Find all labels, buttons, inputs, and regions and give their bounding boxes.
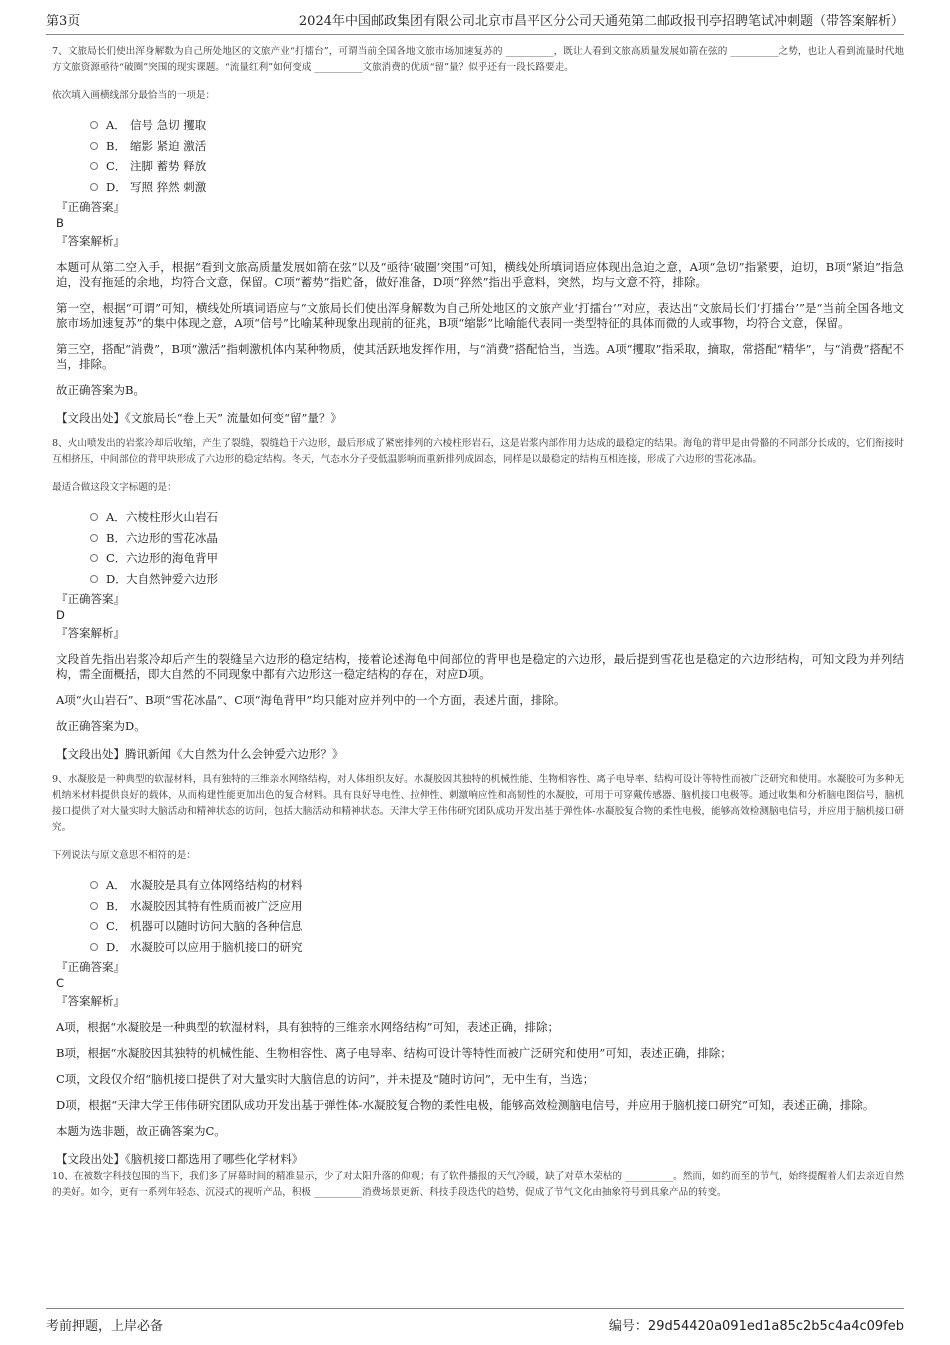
option-list	[90, 875, 904, 957]
radio-icon[interactable]	[90, 554, 98, 562]
radio-icon[interactable]	[90, 142, 98, 150]
radio-icon[interactable]	[90, 902, 98, 910]
radio-icon[interactable]	[90, 121, 98, 129]
document-code-label: 编号：	[608, 1319, 648, 1334]
radio-icon[interactable]	[90, 183, 98, 191]
analysis-paragraph: A项“火山岩石”、B项“雪花冰晶”、C项“海龟背甲”均只能对应并列中的一个方面，表述片面，排除。	[56, 693, 566, 707]
radio-icon[interactable]	[90, 881, 98, 889]
document-body	[52, 44, 904, 1201]
correct-answer-value: C	[56, 976, 65, 990]
footer-slogan: 考前押题，上岸必备	[46, 1319, 164, 1334]
question-8	[52, 436, 904, 762]
analysis-paragraph: B项，根据“水凝胶因其独特的机械性能、生物相容性、离子电导率、结构可设计等特性而被广泛研究和使用”可知，表述正确，排除；	[56, 1046, 732, 1060]
analysis-paragraph: D项，根据“天津大学王伟伟研究团队成功开发出基于弹性体-水凝胶复合物的柔性电极，能够高效检测脑电信号，并应用于脑机接口研究”可知，表述正确，排除。	[56, 1098, 875, 1112]
option-c[interactable]: C． 六边形的海龟背甲	[90, 548, 904, 569]
source-citation: 【文段出处】《文旅局长“卷上天” 流量如何变“留”量？》	[56, 411, 342, 425]
question-9	[52, 772, 904, 1167]
source-citation: 【文段出处】《脑机接口都选用了哪些化学材料》	[56, 1152, 304, 1166]
radio-icon[interactable]	[90, 513, 98, 521]
analysis-paragraph: 本题可从第二空入手，根据“看到文旅高质量发展如箭在弦”以及“亟待‘破圈’突围”可知，横线处所填词语应体现出急迫之意，A项“急切”指紧要，迫切，B项“紧迫”指急迫，没有拖延的余地，均符合文意，保留。C项“蓄势”指贮备，做好准备，D项“猝然”指出乎意料，突然，均与文意不符，排除。	[56, 260, 904, 289]
header-title: 2024年中国邮政集团有限公司北京市昌平区分公司天通苑第二邮政报刊亭招聘笔试冲刺题（带答案解析）	[298, 14, 904, 29]
option-c[interactable]: C． 注脚 蓄势 释放	[90, 156, 904, 177]
question-stem: 8、火山喷发出的岩浆冷却后收缩，产生了裂缝，裂缝趋于六边形，最后形成了紧密排列的六棱柱形岩石，这是岩浆内部作用力达成的最稳定的结果。海龟的背甲是由骨骼的不同部分长成的，它们衔接时互相挤压，中间部位的背甲块形成了六边形的稳定结构。冬天，气态水分子受低温影响而重新排列成固态，同样是以最稳定的结构互相连接，形成了六边形的雪花冰晶。	[52, 438, 904, 465]
option-b[interactable]: B． 水凝胶因其特有性质而被广泛应用	[90, 896, 904, 917]
correct-answer-label: 『正确答案』	[56, 960, 125, 974]
analysis-paragraph: A项，根据“水凝胶是一种典型的软湿材料，具有独特的三维亲水网络结构”可知，表述正确，排除；	[56, 1020, 560, 1034]
analysis-paragraph: C项，文段仅介绍“脑机接口提供了对大量实时大脑信息的访问”，并未提及“随时访问”，无中生有，当选；	[56, 1072, 595, 1086]
radio-icon[interactable]	[90, 922, 98, 930]
option-list	[90, 507, 904, 589]
question-prompt: 最适合做这段文字标题的是：	[52, 482, 177, 493]
question-stem: 9、水凝胶是一种典型的软湿材料，具有独特的三维亲水网络结构，对人体组织友好。水凝胶因其独特的机械性能、生物相容性、离子电导率、结构可设计等特性而被广泛研究和使用。水凝胶可为多种无机纳米材料提供良好的载体，从而构建性能更加出色的复合材料。具有良好导电性、拉伸性、刺激响应性和高韧性的水凝胶，可用于可穿戴传感器、脑机接口电极等。通过收集和分析脑电图信号，脑机接口提供了对大量实时大脑活动和精神状态的访问，包括大脑活动和精神状态。天津大学王伟伟研究团队成功开发出基于弹性体-水凝胶复合物的柔性电极，能够高效检测脑电信号，并应用于脑机接口研究。	[52, 774, 904, 833]
analysis-label: 『答案解析』	[56, 626, 125, 640]
option-a[interactable]: A． 信号 急切 攫取	[90, 115, 904, 136]
radio-icon[interactable]	[90, 534, 98, 542]
question-7	[52, 44, 904, 426]
source-citation: 【文段出处】腾讯新闻《大自然为什么会钟爱六边形？》	[56, 747, 344, 761]
analysis-paragraph: 本题为选非题，故正确答案为C。	[56, 1124, 226, 1138]
analysis-paragraph: 第一空，根据“可谓”可知，横线处所填词语应与“文旅局长们使出浑身解数为自己所处地区的文旅产业‘打擂台’”对应，表达出“文旅局长们‘打擂台’”是“当前全国各地文旅市场加速复苏”的集中体现之意，A项“信号”比喻某种现象出现前的征兆，B项“缩影”比喻能代表同一类型特征的具体而微的人或事物，均符合文意，保留。	[56, 301, 904, 330]
option-d[interactable]: D． 大自然钟爱六边形	[90, 569, 904, 590]
correct-answer-label: 『正确答案』	[56, 200, 125, 214]
question-prompt: 依次填入画横线部分最恰当的一项是：	[52, 90, 216, 101]
radio-icon[interactable]	[90, 943, 98, 951]
option-d[interactable]: D． 水凝胶可以应用于脑机接口的研究	[90, 937, 904, 958]
analysis-label: 『答案解析』	[56, 234, 125, 248]
document-code-value: 29d54420a091ed1a85c2b5c4a4c09feb	[647, 1319, 904, 1334]
option-list	[90, 115, 904, 197]
option-c[interactable]: C． 机器可以随时访问大脑的各种信息	[90, 916, 904, 937]
option-b[interactable]: B． 缩影 紧迫 激活	[90, 136, 904, 157]
question-prompt: 下列说法与原文意思不相符的是：	[52, 850, 196, 861]
analysis-label: 『答案解析』	[56, 994, 125, 1008]
radio-icon[interactable]	[90, 162, 98, 170]
analysis-paragraph: 文段首先指出岩浆冷却后产生的裂缝呈六边形的稳定结构，接着论述海龟中间部位的背甲也是稳定的六边形，最后提到雪花也是稳定的六边形结构，可知文段为并列结构，需全面概括，即大自然的不同现象中都有六边形这一稳定结构的存在，对应D项。	[56, 652, 904, 681]
correct-answer-label: 『正确答案』	[56, 592, 125, 606]
option-a[interactable]: A． 六棱柱形火山岩石	[90, 507, 904, 528]
analysis-paragraph: 故正确答案为D。	[56, 719, 146, 733]
page-number: 第3页	[46, 14, 81, 29]
page-footer	[46, 1308, 904, 1339]
question-10	[52, 1169, 904, 1201]
question-stem: 10、在被数字科技包围的当下，我们多了屏幕时间的精准显示，少了对太阳升落的仰观；有了软件播报的天气冷暖，缺了对草木荣枯的 __________。然而，如约而至的节气，始终提醒着人们去亲近自然的美好。如今，更有一系列年轻态、沉浸式的视听产品，积极 __________消费场景更新、科技手段迭代的趋势，促成了节气文化由抽象符号到具象产品的转变。	[52, 1171, 904, 1198]
correct-answer-value: D	[56, 608, 65, 622]
option-d[interactable]: D． 写照 猝然 刺激	[90, 177, 904, 198]
radio-icon[interactable]	[90, 575, 98, 583]
option-b[interactable]: B． 六边形的雪花冰晶	[90, 528, 904, 549]
option-a[interactable]: A． 水凝胶是具有立体网络结构的材料	[90, 875, 904, 896]
correct-answer-value: B	[56, 216, 64, 230]
question-stem: 7、文旅局长们使出浑身解数为自己所处地区的文旅产业“打擂台”，可谓当前全国各地文旅市场加速复苏的 __________，既让人看到文旅高质量发展如箭在弦的 __________之势，也让人看到流量时代地方文旅资源亟待“破圈”突围的现实课题。“流量红利”如何变成 __________文旅消费的优质“留”量？似乎还有一段长路要走。	[52, 46, 904, 73]
page-header	[46, 12, 904, 35]
analysis-paragraph: 故正确答案为B。	[56, 383, 145, 397]
document-code	[609, 1315, 904, 1334]
analysis-paragraph: 第三空，搭配“消费”，B项“激活”指刺激机体内某种物质，使其活跃地发挥作用，与“消费”搭配恰当，当选。A项“攫取”指采取，摘取，常搭配“精华”，与“消费”搭配不当，排除。	[56, 342, 904, 371]
